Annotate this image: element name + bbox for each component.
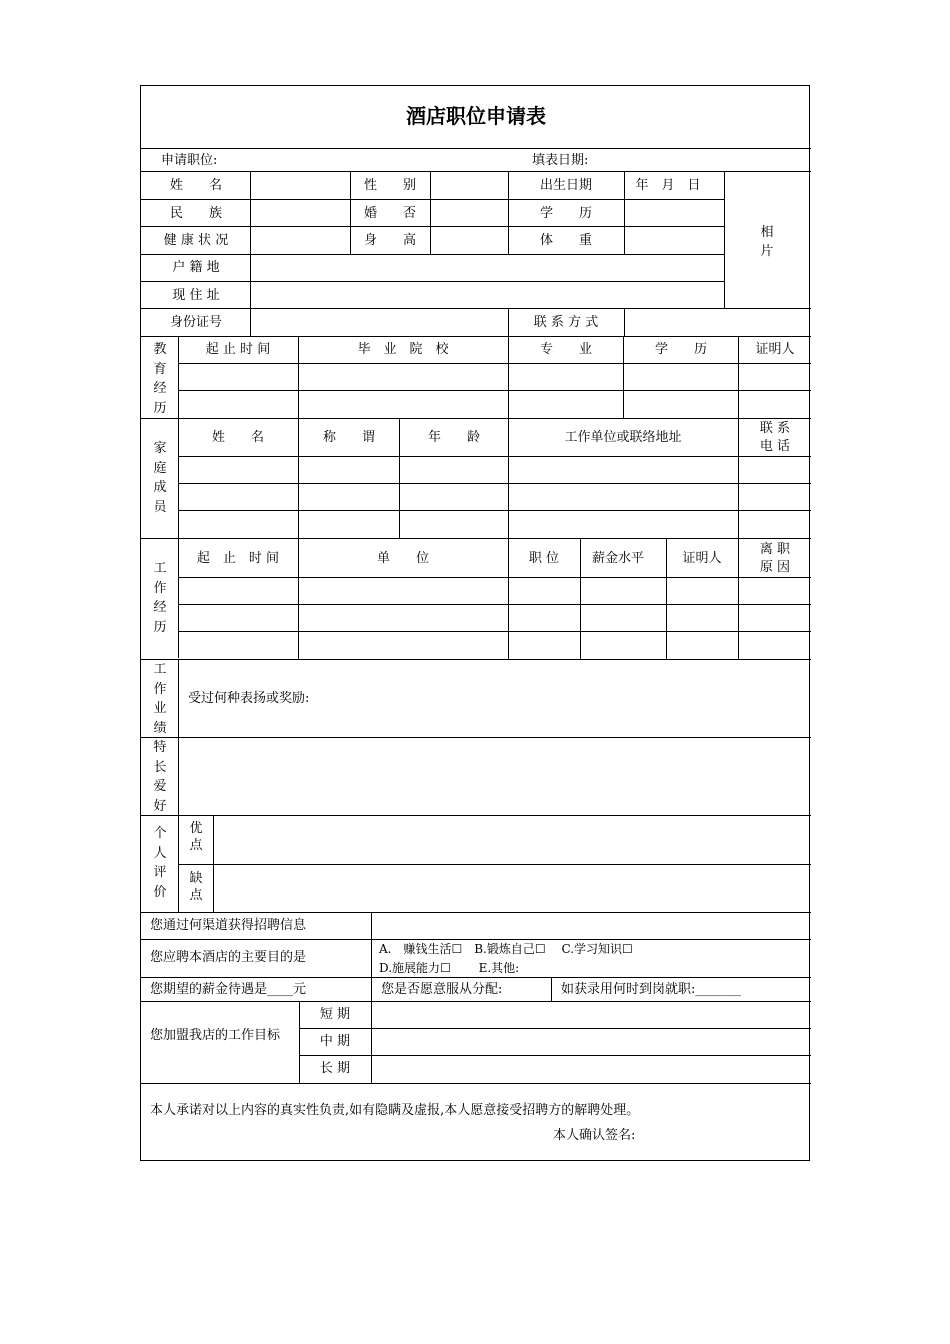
education-field[interactable] — [625, 200, 724, 226]
strength-label: 优点 — [189, 821, 203, 853]
date-label: 填表日期: — [532, 153, 589, 168]
family-section-label: 家庭成员 — [153, 441, 167, 515]
salary-label: 您期望的薪金待遇是____元 — [150, 982, 307, 997]
goal-long-field[interactable] — [372, 1056, 811, 1083]
height-field[interactable] — [431, 227, 508, 254]
family-row-1[interactable] — [179, 457, 811, 483]
hukou-label: 户 籍 地 — [172, 260, 220, 275]
goals-label: 您加盟我店的工作目标 — [150, 1028, 281, 1043]
birth-label: 出生日期 — [539, 178, 593, 193]
goal-long-label: 长 期 — [319, 1061, 351, 1076]
id-card-field[interactable] — [251, 309, 508, 336]
work-unit-header: 单 位 — [376, 551, 430, 566]
family-relation-header: 称 谓 — [322, 430, 376, 445]
evaluation-section-label: 个人评价 — [153, 826, 167, 900]
edu-row-2[interactable] — [179, 391, 811, 418]
family-phone-header: 联 系 电 话 — [759, 421, 791, 454]
achievement-field[interactable] — [179, 660, 811, 737]
address-field[interactable] — [251, 282, 724, 308]
start-date-label: 如获录用何时到岗就职:_______ — [561, 982, 741, 997]
hobby-section-label: 特长爱好 — [153, 740, 167, 814]
hukou-field[interactable] — [251, 255, 724, 281]
work-job-header: 职 位 — [528, 551, 560, 566]
edu-section-label: 教育经历 — [153, 342, 167, 416]
family-workplace-header: 工作单位或联络地址 — [564, 430, 682, 445]
goal-short-field[interactable] — [372, 1002, 811, 1028]
purpose-options-line1[interactable]: A. 赚钱生活☐ B.锻炼自己☐ C.学习知识☐ — [379, 942, 633, 956]
education-label: 学 历 — [539, 206, 593, 221]
signature-label: 本人确认签名: — [553, 1128, 636, 1143]
work-period-header: 起 止 时 间 — [196, 551, 280, 566]
application-form — [140, 85, 810, 1161]
pledge-text: 本人承诺对以上内容的真实性负责,如有隐瞒及虚报,本人愿意接受招聘方的解聘处理。 — [150, 1103, 640, 1118]
work-row-1[interactable] — [179, 578, 811, 604]
family-row-2[interactable] — [179, 484, 811, 510]
strength-field[interactable] — [214, 816, 811, 864]
signature-field[interactable] — [646, 1124, 796, 1146]
achievement-prompt: 受过何种表扬或奖励: — [188, 691, 310, 706]
marital-field[interactable] — [431, 200, 508, 226]
health-field[interactable] — [251, 227, 350, 254]
assign-label: 您是否愿意服从分配: — [381, 982, 503, 997]
edu-major-header: 专 业 — [539, 342, 593, 357]
gender-label: 性 别 — [363, 178, 417, 193]
family-age-header: 年 龄 — [427, 430, 481, 445]
channel-field[interactable] — [372, 913, 811, 939]
birth-date-field[interactable]: 年 月 日 — [635, 178, 701, 193]
weakness-field[interactable] — [214, 865, 811, 912]
rule-goals-end — [141, 1083, 811, 1084]
work-section-label: 工作经历 — [153, 561, 167, 635]
contact-label: 联 系 方 式 — [533, 315, 599, 330]
work-reason-header: 离 职 原 因 — [759, 542, 791, 575]
work-salary-header: 薪金水平 — [591, 551, 645, 566]
work-row-2[interactable] — [179, 605, 811, 631]
goal-short-label: 短 期 — [319, 1007, 351, 1022]
purpose-options-line2[interactable]: D.施展能力☐ E.其他: — [379, 961, 520, 975]
goal-mid-field[interactable] — [372, 1029, 811, 1055]
rule-title — [141, 148, 811, 149]
edu-row-1[interactable] — [179, 364, 811, 390]
date-field[interactable] — [599, 150, 799, 170]
work-row-3[interactable] — [179, 632, 811, 659]
purpose-label: 您应聘本酒店的主要目的是 — [150, 950, 307, 965]
health-label: 健 康 状 况 — [163, 233, 229, 248]
edu-school-header: 毕 业 院 校 — [357, 342, 449, 357]
position-label: 申请职位: — [161, 153, 218, 168]
name-label: 姓 名 — [169, 178, 223, 193]
work-witness-header: 证明人 — [682, 551, 722, 566]
weight-field[interactable] — [625, 227, 724, 254]
position-field[interactable] — [223, 150, 523, 170]
rule-id-row — [141, 336, 811, 337]
goal-mid-label: 中 期 — [319, 1034, 351, 1049]
gender-field[interactable] — [431, 172, 508, 199]
edu-witness-header: 证明人 — [755, 342, 795, 357]
contact-field[interactable] — [625, 309, 811, 336]
address-label: 现 住 址 — [172, 288, 220, 303]
weight-label: 体 重 — [539, 233, 593, 248]
name-field[interactable] — [251, 172, 350, 199]
ethnicity-field[interactable] — [251, 200, 350, 226]
hobby-field[interactable] — [179, 738, 811, 815]
achievement-section-label: 工作业绩 — [153, 662, 167, 736]
edu-period-header: 起 止 时 间 — [205, 342, 271, 357]
id-card-label: 身份证号 — [169, 315, 223, 330]
marital-label: 婚 否 — [363, 206, 417, 221]
rule-channel-end — [141, 939, 811, 940]
rule-purpose-end — [141, 977, 811, 978]
height-label: 身 高 — [363, 233, 417, 248]
form-title: 酒店职位申请表 — [406, 104, 546, 128]
family-name-header: 姓 名 — [211, 430, 265, 445]
photo-label: 相片 — [760, 225, 774, 259]
weakness-label: 缺点 — [189, 871, 203, 903]
ethnicity-label: 民 族 — [169, 206, 223, 221]
rule-family-end — [141, 538, 811, 539]
rule-edu-end — [141, 418, 811, 419]
family-row-3[interactable] — [179, 511, 811, 538]
edu-degree-header: 学 历 — [654, 342, 708, 357]
channel-label: 您通过何渠道获得招聘信息 — [150, 918, 307, 933]
